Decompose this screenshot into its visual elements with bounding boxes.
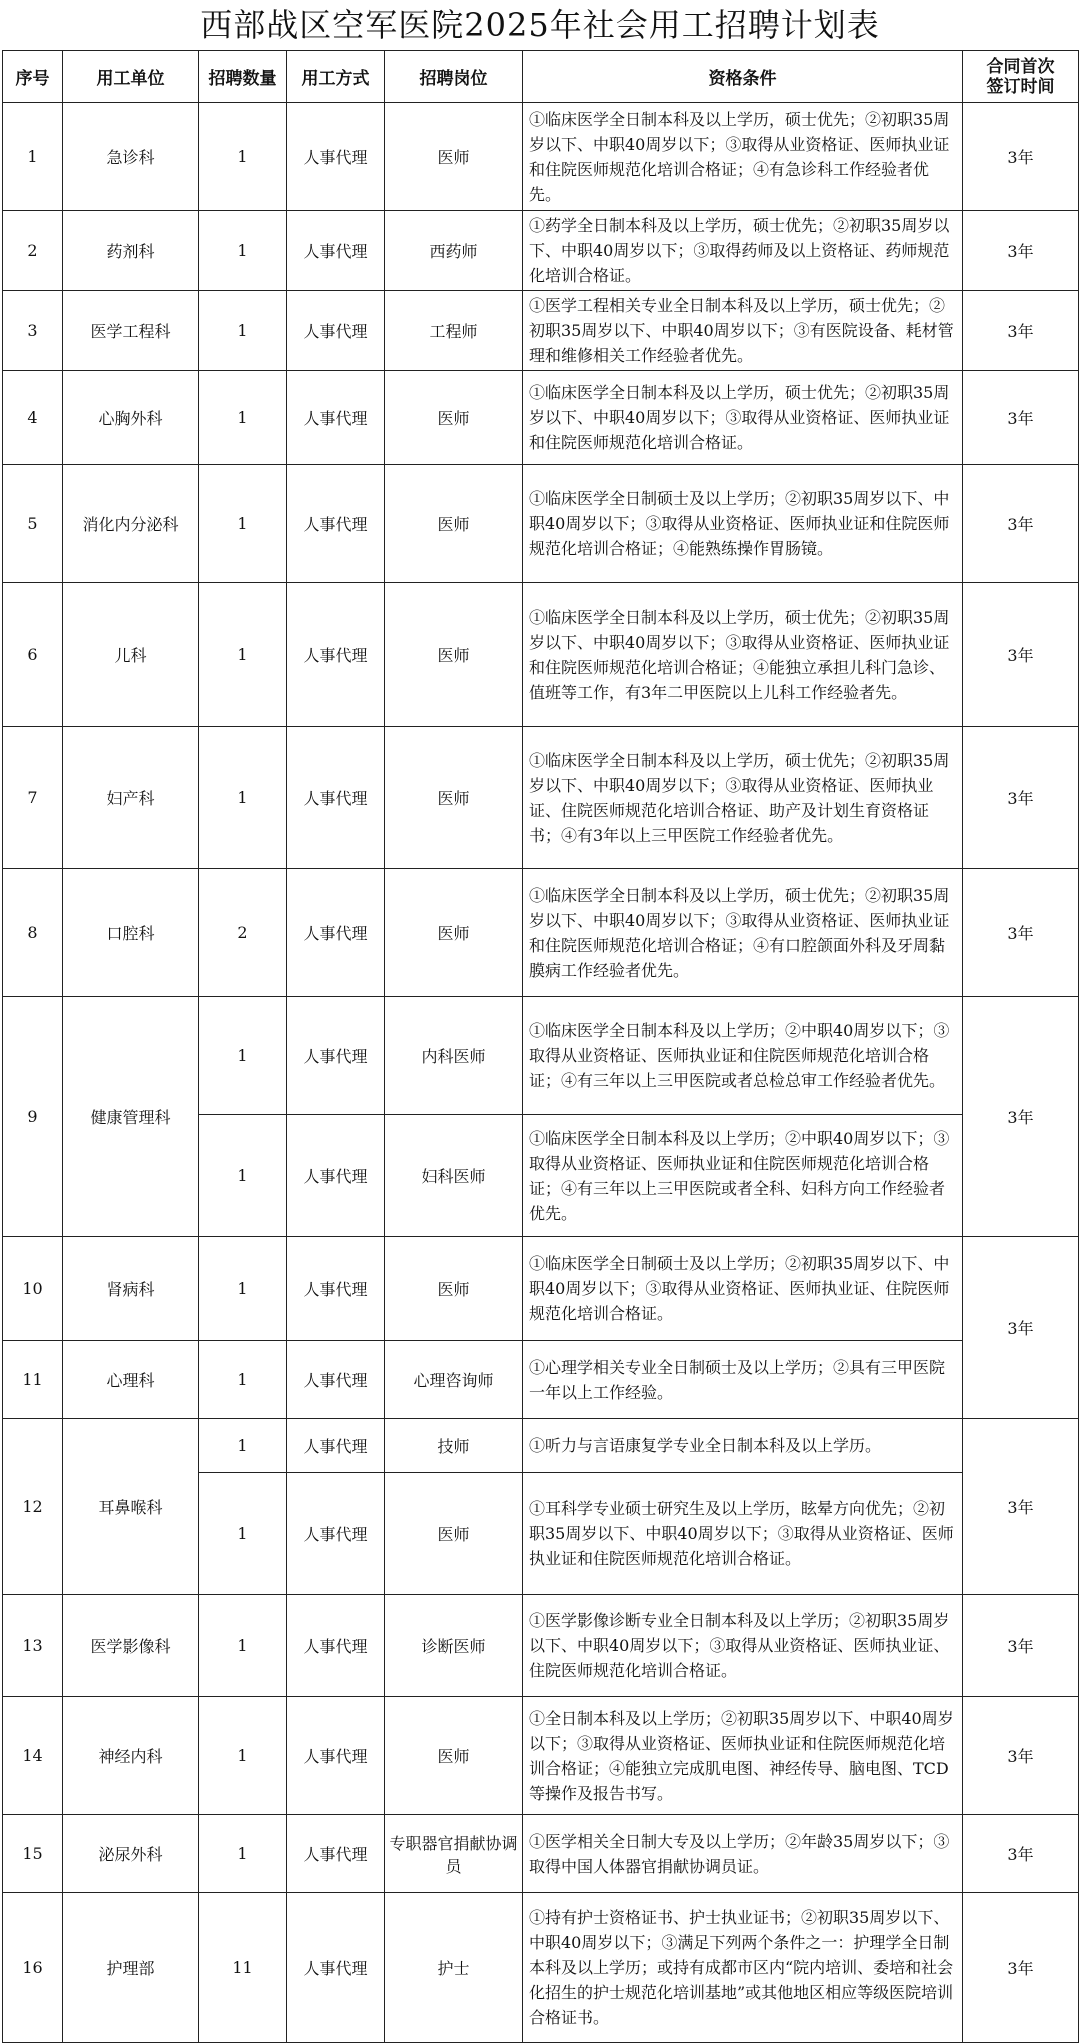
row-unit: 肾病科: [63, 1237, 199, 1341]
row-seq: 7: [3, 727, 63, 869]
row-contract: 3年: [963, 727, 1079, 869]
row-method: 人事代理: [287, 583, 385, 727]
row-count: 2: [199, 869, 287, 997]
row-count: 1: [199, 465, 287, 583]
table-row: [3, 997, 1079, 1115]
row-method: 人事代理: [287, 103, 385, 211]
row-requirements: ①临床医学全日制本科及以上学历；②中职40周岁以下；③取得从业资格证、医师执业证和住院医师规范化培训合格证；④有三年以上三甲医院或者全科、妇科方向工作经验者优先。: [523, 1115, 963, 1237]
header-unit: 用工单位: [63, 51, 199, 103]
row-method: 人事代理: [287, 869, 385, 997]
row-unit: 护理部: [63, 1893, 199, 2043]
table-row: [3, 1237, 1079, 1341]
row-count: 1: [199, 1115, 287, 1237]
recruitment-table: [2, 50, 1079, 2043]
row-contract: 3年: [963, 1419, 1079, 1595]
row-unit: 耳鼻喉科: [63, 1419, 199, 1595]
row-method: 人事代理: [287, 727, 385, 869]
row-method: 人事代理: [287, 1419, 385, 1473]
header-contract: [963, 51, 1079, 103]
row-contract: 3年: [963, 465, 1079, 583]
header-position: 招聘岗位: [385, 51, 523, 103]
row-position: 医师: [385, 869, 523, 997]
row-unit: 药剂科: [63, 211, 199, 291]
row-requirements: ①听力与言语康复学专业全日制本科及以上学历。: [523, 1419, 963, 1473]
row-position: 诊断医师: [385, 1595, 523, 1697]
header-count: 招聘数量: [199, 51, 287, 103]
row-contract: 3年: [963, 291, 1079, 371]
row-requirements: ①临床医学全日制本科及以上学历，硕士优先；②初职35周岁以下、中职40周岁以下；③取得从业资格证、医师执业证和住院医师规范化培训合格证。: [523, 371, 963, 465]
row-count: 1: [199, 291, 287, 371]
row-requirements: ①持有护士资格证书、护士执业证书；②初职35周岁以下、中职40周岁以下；③满足下列两个条件之一：护理学全日制本科及以上学历；或持有成都市区内“院内培训、委培和社会化招生的护士规范化培训基地”或其他地区相应等级医院培训合格证书。: [523, 1893, 963, 2043]
row-unit: 急诊科: [63, 103, 199, 211]
row-count: 1: [199, 1473, 287, 1595]
row-unit: 健康管理科: [63, 997, 199, 1237]
table-row: [3, 291, 1079, 371]
row-unit: 儿科: [63, 583, 199, 727]
table-row: [3, 371, 1079, 465]
row-seq: 3: [3, 291, 63, 371]
row-contract: 3年: [963, 997, 1079, 1237]
row-seq: 14: [3, 1697, 63, 1815]
row-position: 医师: [385, 103, 523, 211]
row-requirements: ①全日制本科及以上学历；②初职35周岁以下、中职40周岁以下；③取得从业资格证、医师执业证和住院医师规范化培训合格证；④能独立完成肌电图、神经传导、脑电图、TCD等操作及报告书写。: [523, 1697, 963, 1815]
row-method: 人事代理: [287, 1237, 385, 1341]
row-seq: 5: [3, 465, 63, 583]
table-row: [3, 727, 1079, 869]
row-contract: 3年: [963, 371, 1079, 465]
table-row: [3, 211, 1079, 291]
row-count: 1: [199, 1341, 287, 1419]
row-contract: 3年: [963, 583, 1079, 727]
row-requirements: ①临床医学全日制本科及以上学历，硕士优先；②初职35周岁以下、中职40周岁以下；③取得从业资格证、医师执业证和住院医师规范化培训合格证；④能独立承担儿科门急诊、值班等工作，有3年二甲医院以上儿科工作经验者先。: [523, 583, 963, 727]
row-count: 1: [199, 1237, 287, 1341]
row-unit: 泌尿外科: [63, 1815, 199, 1893]
row-count: 1: [199, 211, 287, 291]
row-unit: 口腔科: [63, 869, 199, 997]
header-contract-line1: 合同首次: [986, 56, 1055, 77]
row-requirements: ①临床医学全日制硕士及以上学历；②初职35周岁以下、中职40周岁以下；③取得从业资格证、医师执业证和住院医师规范化培训合格证；④能熟练操作胃肠镜。: [523, 465, 963, 583]
table-row: [3, 583, 1079, 727]
row-seq: 4: [3, 371, 63, 465]
table-row: [3, 103, 1079, 211]
row-seq: 12: [3, 1419, 63, 1595]
row-method: 人事代理: [287, 1815, 385, 1893]
row-unit: 医学工程科: [63, 291, 199, 371]
row-position: 医师: [385, 1473, 523, 1595]
row-count: 1: [199, 371, 287, 465]
table-header-row: [3, 51, 1079, 103]
row-method: 人事代理: [287, 371, 385, 465]
row-position: 医师: [385, 1697, 523, 1815]
row-method: 人事代理: [287, 291, 385, 371]
row-requirements: ①临床医学全日制本科及以上学历，硕士优先；②初职35周岁以下、中职40周岁以下；③取得从业资格证、医师执业证和住院医师规范化培训合格证；④有急诊科工作经验者优先。: [523, 103, 963, 211]
table-row: [3, 1595, 1079, 1697]
row-method: 人事代理: [287, 1893, 385, 2043]
row-count: 1: [199, 1815, 287, 1893]
row-position: 技师: [385, 1419, 523, 1473]
row-requirements: ①医学工程相关专业全日制本科及以上学历，硕士优先；②初职35周岁以下、中职40周岁以下；③有医院设备、耗材管理和维修相关工作经验者优先。: [523, 291, 963, 371]
row-requirements: ①心理学相关专业全日制硕士及以上学历；②具有三甲医院一年以上工作经验。: [523, 1341, 963, 1419]
row-seq: 6: [3, 583, 63, 727]
table-row: [3, 1893, 1079, 2043]
row-count: 1: [199, 727, 287, 869]
row-method: 人事代理: [287, 211, 385, 291]
row-requirements: ①临床医学全日制本科及以上学历，硕士优先；②初职35周岁以下、中职40周岁以下；③取得从业资格证、医师执业证和住院医师规范化培训合格证；④有口腔颌面外科及牙周黏膜病工作经验者优先。: [523, 869, 963, 997]
row-seq: 9: [3, 997, 63, 1237]
row-position: 妇科医师: [385, 1115, 523, 1237]
row-contract: 3年: [963, 1893, 1079, 2043]
row-method: 人事代理: [287, 1697, 385, 1815]
row-position: 医师: [385, 465, 523, 583]
row-position: 专职器官捐献协调员: [385, 1815, 523, 1893]
table-row: [3, 1341, 1079, 1419]
row-requirements: ①耳科学专业硕士研究生及以上学历，眩晕方向优先；②初职35周岁以下、中职40周岁以下；③取得从业资格证、医师执业证和住院医师规范化培训合格证。: [523, 1473, 963, 1595]
row-count: 1: [199, 1697, 287, 1815]
row-position: 工程师: [385, 291, 523, 371]
row-position: 医师: [385, 371, 523, 465]
header-method: 用工方式: [287, 51, 385, 103]
table-row: [3, 465, 1079, 583]
row-position: 医师: [385, 1237, 523, 1341]
row-seq: 11: [3, 1341, 63, 1419]
header-requirements: 资格条件: [523, 51, 963, 103]
row-seq: 15: [3, 1815, 63, 1893]
row-contract: 3年: [963, 1697, 1079, 1815]
row-position: 护士: [385, 1893, 523, 2043]
row-unit: 心理科: [63, 1341, 199, 1419]
header-contract-line2: 签订时间: [986, 76, 1055, 97]
row-count: 1: [199, 583, 287, 727]
page-title: 西部战区空军医院2025年社会用工招聘计划表: [200, 6, 880, 44]
row-method: 人事代理: [287, 1595, 385, 1697]
row-unit: 神经内科: [63, 1697, 199, 1815]
row-method: 人事代理: [287, 997, 385, 1115]
row-seq: 2: [3, 211, 63, 291]
table-row: [3, 869, 1079, 997]
row-requirements: ①医学影像诊断专业全日制本科及以上学历；②初职35周岁以下、中职40周岁以下；③取得从业资格证、医师执业证、住院医师规范化培训合格证。: [523, 1595, 963, 1697]
row-contract: 3年: [963, 211, 1079, 291]
row-position: 心理咨询师: [385, 1341, 523, 1419]
row-count: 1: [199, 997, 287, 1115]
row-contract: 3年: [963, 1815, 1079, 1893]
row-contract: 3年: [963, 1595, 1079, 1697]
row-count: 1: [199, 1419, 287, 1473]
table-row: [3, 1697, 1079, 1815]
row-unit: 妇产科: [63, 727, 199, 869]
row-contract: 3年: [963, 1237, 1079, 1419]
row-seq: 13: [3, 1595, 63, 1697]
row-requirements: ①药学全日制本科及以上学历，硕士优先；②初职35周岁以下、中职40周岁以下；③取得药师及以上资格证、药师规范化培训合格证。: [523, 211, 963, 291]
row-contract: 3年: [963, 869, 1079, 997]
row-seq: 10: [3, 1237, 63, 1341]
row-seq: 1: [3, 103, 63, 211]
row-position: 医师: [385, 727, 523, 869]
row-method: 人事代理: [287, 1473, 385, 1595]
row-contract: 3年: [963, 103, 1079, 211]
row-count: 1: [199, 1595, 287, 1697]
row-method: 人事代理: [287, 1115, 385, 1237]
row-requirements: ①医学相关全日制大专及以上学历；②年龄35周岁以下；③取得中国人体器官捐献协调员证。: [523, 1815, 963, 1893]
row-seq: 16: [3, 1893, 63, 2043]
row-position: 西药师: [385, 211, 523, 291]
row-requirements: ①临床医学全日制硕士及以上学历；②初职35周岁以下、中职40周岁以下；③取得从业资格证、医师执业证、住院医师规范化培训合格证。: [523, 1237, 963, 1341]
row-seq: 8: [3, 869, 63, 997]
row-unit: 消化内分泌科: [63, 465, 199, 583]
row-position: 医师: [385, 583, 523, 727]
row-unit: 医学影像科: [63, 1595, 199, 1697]
header-seq: 序号: [3, 51, 63, 103]
table-row: [3, 1815, 1079, 1893]
row-count: 11: [199, 1893, 287, 2043]
row-count: 1: [199, 103, 287, 211]
row-method: 人事代理: [287, 1341, 385, 1419]
row-method: 人事代理: [287, 465, 385, 583]
row-unit: 心胸外科: [63, 371, 199, 465]
row-requirements: ①临床医学全日制本科及以上学历，硕士优先；②初职35周岁以下、中职40周岁以下；③取得从业资格证、医师执业证、住院医师规范化培训合格证、助产及计划生育资格证书；④有3年以上三甲医院工作经验者优先。: [523, 727, 963, 869]
row-position: 内科医师: [385, 997, 523, 1115]
table-row: [3, 1419, 1079, 1473]
row-requirements: ①临床医学全日制本科及以上学历；②中职40周岁以下；③取得从业资格证、医师执业证和住院医师规范化培训合格证；④有三年以上三甲医院或者总检总审工作经验者优先。: [523, 997, 963, 1115]
